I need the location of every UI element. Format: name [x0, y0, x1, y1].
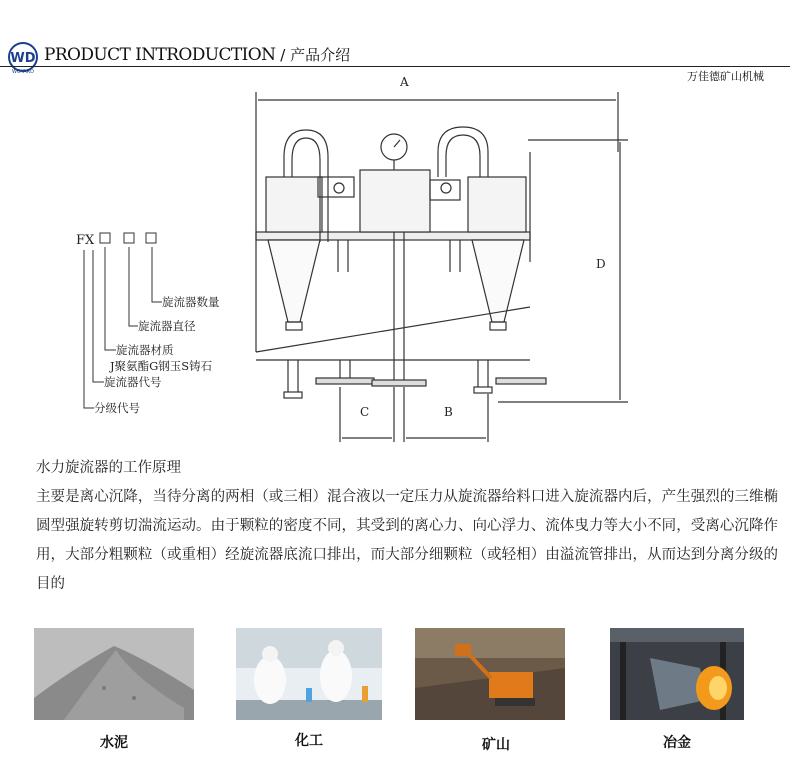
principle-paragraph: 主要是离心沉降，当待分离的两相（或三相）混合液以一定压力从旋流器给料口进入旋流器内后，产生强烈的三维椭圆型强旋转剪切湍流运动。由于颗粒的密度不同，其受到的离心力、向心浮力、流体曳力等大小不同，受离心沉降作用，大部分粗颗粒（或重相）经旋流器底流口排出，而大部分细颗粒（或轻相）由溢流管排出，从而达到分离分级的目的: [36, 489, 778, 592]
header-title: [44, 44, 350, 65]
cement-pile-icon: [34, 628, 194, 720]
logo-subtext: WOYARD: [11, 69, 35, 74]
application-metallurgy: [610, 628, 744, 720]
dimension-d-label: D: [596, 257, 606, 271]
dimension-b-label: B: [444, 405, 453, 419]
dimension-a-label: A: [400, 75, 409, 89]
dimension-c-label: C: [360, 405, 370, 419]
caption-chemical: 化工: [295, 733, 323, 749]
metallurgy-furnace-icon: [610, 628, 744, 720]
legend-item-quantity: 旋流器数量: [162, 295, 220, 309]
company-name: 万佳德矿山机械: [687, 70, 764, 83]
header-title-cn: 产品介绍: [290, 46, 351, 64]
caption-mining: 矿山: [482, 737, 510, 753]
application-mining: [415, 628, 565, 720]
legend-item-material: 旋流器材质: [116, 343, 174, 357]
caption-cement: 水泥: [100, 735, 128, 751]
chemical-lab-icon: [236, 628, 382, 720]
logo-text: WD: [10, 51, 36, 66]
header-divider: [0, 66, 790, 67]
legend-item-diameter: 旋流器直径: [138, 319, 196, 333]
logo-icon: [4, 42, 42, 74]
applications-row: [0, 628, 790, 764]
application-cement: [34, 628, 194, 720]
header-title-en: PRODUCT INTRODUCTION: [44, 45, 276, 65]
header-separator: /: [280, 46, 286, 64]
legend-item-cyclone-code: 旋流器代号: [104, 375, 162, 389]
legend-item-material-codes: J聚氨酯G钢玉S铸石: [110, 359, 213, 373]
section-title: 水力旋流器的工作原理: [36, 460, 181, 476]
mine-excavator-icon: [415, 628, 565, 720]
model-code-label: FX: [76, 233, 95, 248]
cyclone-diagram: [58, 72, 662, 444]
caption-metallurgy: 冶金: [663, 735, 691, 751]
legend-item-grade-code: 分级代号: [94, 401, 140, 415]
application-chemical: [236, 628, 382, 720]
